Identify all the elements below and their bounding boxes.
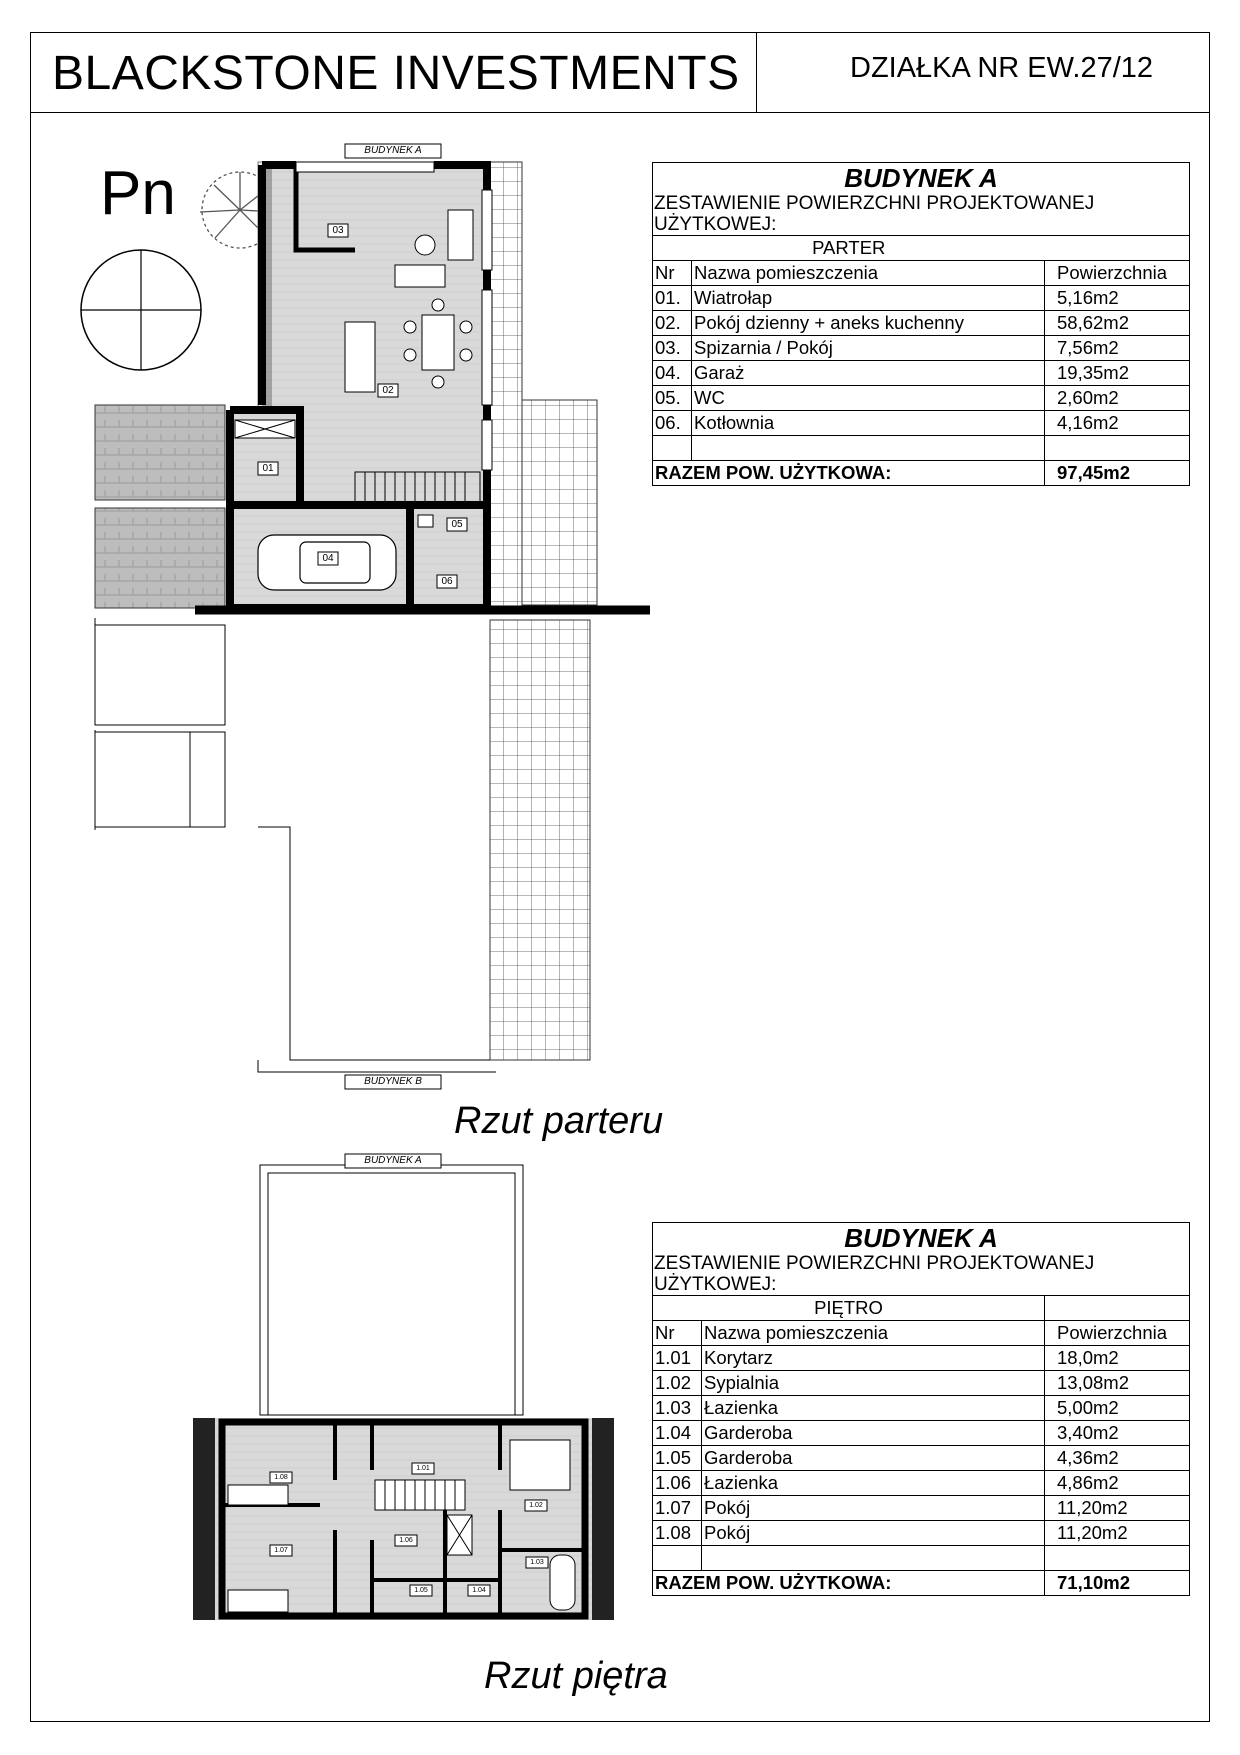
table-cell-name: Garaż bbox=[692, 361, 1045, 386]
total-label: RAZEM POW. UŻYTKOWA: bbox=[653, 461, 1045, 486]
upper-area-table bbox=[652, 1222, 1190, 1596]
table-cell-area: 18,0m2 bbox=[1045, 1346, 1190, 1371]
room-tag: 05 bbox=[451, 519, 463, 530]
room-tag: 1.03 bbox=[530, 1559, 544, 1566]
table-cell-name: Łazienka bbox=[702, 1396, 1045, 1421]
company-name: BLACKSTONE INVESTMENTS bbox=[52, 47, 740, 100]
table-row bbox=[653, 1396, 1189, 1421]
table-cell-name: Kotłownia bbox=[692, 411, 1045, 436]
total-label: RAZEM POW. UŻYTKOWA: bbox=[653, 1571, 1045, 1596]
room-tag: 1.06 bbox=[399, 1537, 413, 1544]
table-total-row bbox=[653, 1571, 1189, 1596]
floor-label: PIĘTRO bbox=[653, 1296, 1045, 1321]
table-cell-name: Pokój dzienny + aneks kuchenny bbox=[692, 311, 1045, 336]
table-cell-name: Sypialnia bbox=[702, 1371, 1045, 1396]
column-header: Nr bbox=[653, 261, 692, 286]
table-cell-area: 13,08m2 bbox=[1045, 1371, 1190, 1396]
bed-icon bbox=[228, 1485, 288, 1505]
table-cell-area: 4,86m2 bbox=[1045, 1471, 1190, 1496]
table-cell-area: 11,20m2 bbox=[1045, 1521, 1190, 1546]
table-cell-area: 11,20m2 bbox=[1045, 1496, 1190, 1521]
table-cell-nr: 1.04 bbox=[653, 1421, 702, 1446]
ground-rooms-table bbox=[653, 235, 1189, 485]
table-row bbox=[653, 1446, 1189, 1471]
table-cell-name: Garderoba bbox=[702, 1446, 1045, 1471]
column-header: Powierzchnia bbox=[1045, 1321, 1190, 1346]
table-cell-name: Wiatrołap bbox=[692, 286, 1045, 311]
table-subtitle: UŻYTKOWEJ: bbox=[654, 1274, 777, 1295]
table-cell-area: 58,62m2 bbox=[1045, 311, 1190, 336]
table-cell-name: Korytarz bbox=[702, 1346, 1045, 1371]
table-total-row bbox=[653, 461, 1189, 486]
table-row bbox=[653, 1346, 1189, 1371]
table-cell-nr: 05. bbox=[653, 386, 692, 411]
floor-label: PARTER bbox=[653, 236, 1045, 261]
table-row bbox=[653, 1371, 1189, 1396]
room-tag: 1.01 bbox=[416, 1465, 430, 1472]
room-tag: 1.08 bbox=[274, 1474, 288, 1481]
table-header-row bbox=[653, 1321, 1189, 1346]
column-header: Nazwa pomieszczenia bbox=[692, 261, 1045, 286]
table-cell-name: Garderoba bbox=[702, 1421, 1045, 1446]
table-row-empty bbox=[653, 436, 1189, 461]
table-row bbox=[653, 311, 1189, 336]
table-cell-nr: 1.07 bbox=[653, 1496, 702, 1521]
table-cell-nr: 06. bbox=[653, 411, 692, 436]
room-tag: 06 bbox=[441, 576, 453, 587]
table-cell-area: 4,36m2 bbox=[1045, 1446, 1190, 1471]
table-cell-nr: 01. bbox=[653, 286, 692, 311]
table-row bbox=[653, 1421, 1189, 1446]
ground-floor-plan bbox=[95, 144, 650, 1089]
ground-area-table bbox=[652, 162, 1190, 486]
column-header: Nazwa pomieszczenia bbox=[702, 1321, 1045, 1346]
tag-budynek-a-upper: BUDYNEK A bbox=[364, 1155, 422, 1166]
table-cell-nr: 1.08 bbox=[653, 1521, 702, 1546]
table-cell-name: Pokój bbox=[702, 1496, 1045, 1521]
table-cell-name: Łazienka bbox=[702, 1471, 1045, 1496]
table-row bbox=[653, 336, 1189, 361]
table-cell-nr: 1.03 bbox=[653, 1396, 702, 1421]
table-subtitle: ZESTAWIENIE POWIERZCHNI PROJEKTOWANEJ bbox=[654, 193, 1095, 214]
table-row bbox=[653, 1496, 1189, 1521]
table-row bbox=[653, 411, 1189, 436]
total-value: 97,45m2 bbox=[1045, 461, 1190, 486]
table-cell-nr: 03. bbox=[653, 336, 692, 361]
table-cell-nr: 1.06 bbox=[653, 1471, 702, 1496]
ground-floor-caption: Rzut parteru bbox=[454, 1100, 664, 1142]
table-header-row bbox=[653, 261, 1189, 286]
north-label: Pn bbox=[100, 159, 176, 228]
table-row bbox=[653, 386, 1189, 411]
table-cell-nr: 1.01 bbox=[653, 1346, 702, 1371]
table-cell-area: 7,56m2 bbox=[1045, 336, 1190, 361]
table-title: BUDYNEK A bbox=[844, 1223, 998, 1253]
tag-budynek-b: BUDYNEK B bbox=[364, 1076, 422, 1087]
room-tag: 1.07 bbox=[274, 1547, 288, 1554]
table-row-empty bbox=[653, 1546, 1189, 1571]
compass-icon bbox=[81, 250, 201, 370]
upper-floor-plan bbox=[193, 1154, 614, 1620]
table-row bbox=[653, 361, 1189, 386]
room-tag: 1.02 bbox=[529, 1502, 543, 1509]
upper-floor-caption: Rzut piętra bbox=[484, 1655, 668, 1697]
table-cell-area: 19,35m2 bbox=[1045, 361, 1190, 386]
plot-number: DZIAŁKA NR EW.27/12 bbox=[850, 52, 1154, 84]
column-header: Nr bbox=[653, 1321, 702, 1346]
room-tag: 02 bbox=[382, 385, 394, 396]
table-cell-name: Spizarnia / Pokój bbox=[692, 336, 1045, 361]
bathtub-icon bbox=[550, 1555, 575, 1610]
column-header: Powierzchnia bbox=[1045, 261, 1190, 286]
table-row bbox=[653, 1521, 1189, 1546]
table-cell-area: 4,16m2 bbox=[1045, 411, 1190, 436]
room-tag: 1.05 bbox=[414, 1587, 428, 1594]
tag-budynek-a-ground: BUDYNEK A bbox=[364, 145, 422, 156]
table-cell-nr: 04. bbox=[653, 361, 692, 386]
table-subtitle: ZESTAWIENIE POWIERZCHNI PROJEKTOWANEJ bbox=[654, 1253, 1095, 1274]
table-cell-nr: 1.05 bbox=[653, 1446, 702, 1471]
table-row bbox=[653, 1471, 1189, 1496]
sofa-icon bbox=[395, 265, 445, 287]
table-title: BUDYNEK A bbox=[844, 163, 998, 193]
table-cell-name: WC bbox=[692, 386, 1045, 411]
upper-rooms-table bbox=[653, 1295, 1189, 1595]
table-cell-area: 5,00m2 bbox=[1045, 1396, 1190, 1421]
table-row bbox=[653, 286, 1189, 311]
table-cell-area: 2,60m2 bbox=[1045, 386, 1190, 411]
table-subtitle: UŻYTKOWEJ: bbox=[654, 214, 777, 235]
room-tag: 03 bbox=[332, 225, 344, 236]
table-cell-nr: 1.02 bbox=[653, 1371, 702, 1396]
room-tag: 04 bbox=[322, 553, 334, 564]
room-tag: 01 bbox=[262, 463, 274, 474]
room-tag: 1.04 bbox=[472, 1587, 486, 1594]
table-cell-area: 5,16m2 bbox=[1045, 286, 1190, 311]
total-value: 71,10m2 bbox=[1045, 1571, 1190, 1596]
table-cell-area: 3,40m2 bbox=[1045, 1421, 1190, 1446]
table-cell-name: Pokój bbox=[702, 1521, 1045, 1546]
table-cell-nr: 02. bbox=[653, 311, 692, 336]
